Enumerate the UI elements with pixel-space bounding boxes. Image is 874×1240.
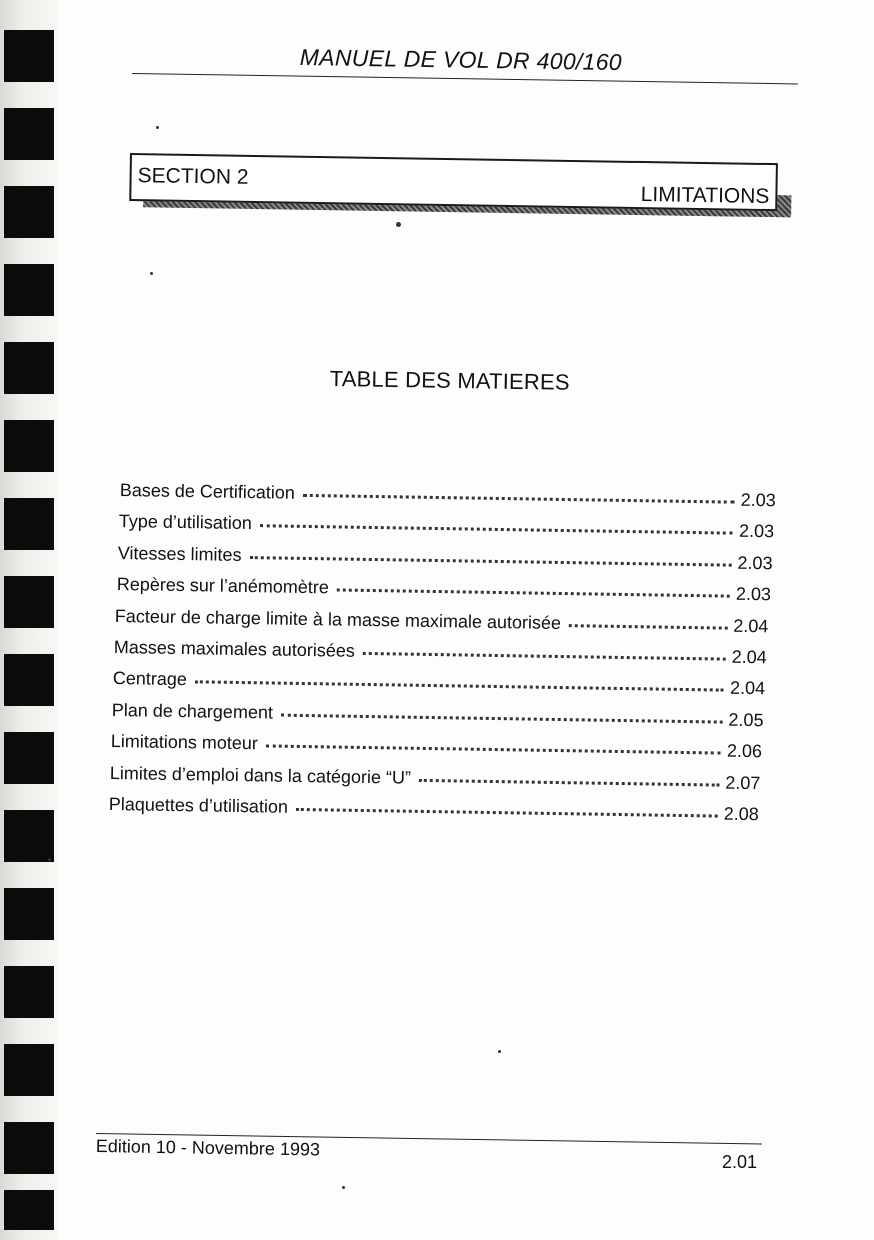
scan-speck [156, 126, 159, 129]
toc-entry [116, 574, 770, 605]
binding-hole [4, 108, 54, 160]
toc-entry-page: 2.03 [735, 583, 771, 605]
toc-dot-leader [363, 652, 726, 661]
toc-dot-leader [266, 745, 721, 755]
toc-entry [108, 794, 758, 825]
scan-speck [396, 222, 401, 227]
toc-entry-label: Vitesses limites [117, 542, 242, 565]
toc-dot-leader [303, 494, 735, 504]
toc-dot-leader [295, 808, 717, 818]
toc-entry-label: Type d’utilisation [118, 511, 252, 534]
scan-speck [342, 1186, 345, 1189]
toc-dot-leader [336, 589, 729, 598]
toc-entry-label: Limites d’emploi dans la catégorie “U” [109, 762, 411, 788]
toc-entry [112, 700, 764, 731]
manual-title: MANUEL DE VOL DR 400/160 [299, 44, 623, 76]
toc-entry-label: Facteur de charge limite à la masse maximale autorisée [115, 605, 562, 633]
toc-dot-leader [281, 713, 723, 723]
toc-entry-page: 2.08 [723, 803, 759, 825]
binding-hole [4, 498, 54, 550]
binding-hole [4, 888, 54, 940]
section-banner [129, 153, 778, 211]
toc-entry [109, 763, 760, 794]
edition-label: Edition 10 - Novembre 1993 [95, 1136, 321, 1160]
toc-entry-page: 2.03 [737, 552, 773, 574]
toc-entry [110, 731, 761, 762]
binding-hole [4, 810, 54, 862]
toc-heading: TABLE DES MATIERES [329, 366, 570, 395]
binding-hole [4, 264, 54, 316]
toc-entry [117, 543, 772, 574]
section-number: SECTION 2 [137, 164, 249, 189]
toc-entry-page: 2.05 [728, 709, 764, 731]
toc-dot-leader [569, 624, 727, 629]
toc-entry-page: 2.03 [738, 521, 775, 542]
header-rule [132, 73, 798, 84]
toc-entry-label: Plan de chargement [111, 699, 274, 723]
toc-dot-leader [195, 681, 724, 692]
toc-entry [119, 511, 775, 542]
binding-hole [4, 966, 54, 1018]
banner-box [129, 153, 778, 211]
toc-entry-label: Limitations moteur [110, 731, 258, 754]
toc-entry-label: Bases de Certification [119, 480, 296, 503]
scan-speck [150, 272, 153, 275]
toc-dot-leader [419, 778, 719, 786]
toc-entry-label: Masses maximales autorisées [113, 637, 356, 661]
binding-hole [4, 1190, 54, 1230]
toc-entry-page: 2.03 [740, 489, 776, 511]
binding-hole [4, 342, 54, 394]
binding-hole [4, 420, 54, 472]
toc-entry [120, 480, 776, 511]
page-number: 2.01 [722, 1152, 758, 1172]
toc-entry-page: 2.04 [731, 646, 768, 668]
section-title: LIMITATIONS [640, 183, 770, 209]
toc-entry-page: 2.04 [733, 615, 769, 636]
binding-hole [4, 1044, 54, 1096]
binding-hole [4, 654, 54, 706]
toc-entry-label: Repères sur l’anémomètre [116, 574, 329, 598]
binding-hole [4, 186, 54, 238]
toc-entry-label: Centrage [112, 668, 188, 690]
scan-speck [48, 858, 51, 861]
toc-entry-page: 2.04 [730, 678, 766, 699]
scan-speck [498, 1050, 501, 1053]
toc-entry-label: Plaquettes d’utilisation [108, 794, 288, 817]
toc-entry [115, 606, 769, 637]
toc-entry [114, 637, 767, 668]
toc-entry-page: 2.07 [724, 772, 761, 793]
binding-hole [4, 732, 54, 784]
toc-entry-page: 2.06 [726, 740, 762, 762]
toc-dot-leader [249, 556, 731, 567]
toc-dot-leader [260, 525, 733, 535]
spiral-binding-edge [0, 0, 58, 1240]
binding-hole [4, 576, 54, 628]
binding-hole [4, 1122, 54, 1174]
binding-hole [4, 30, 54, 82]
toc-entry [113, 668, 766, 699]
